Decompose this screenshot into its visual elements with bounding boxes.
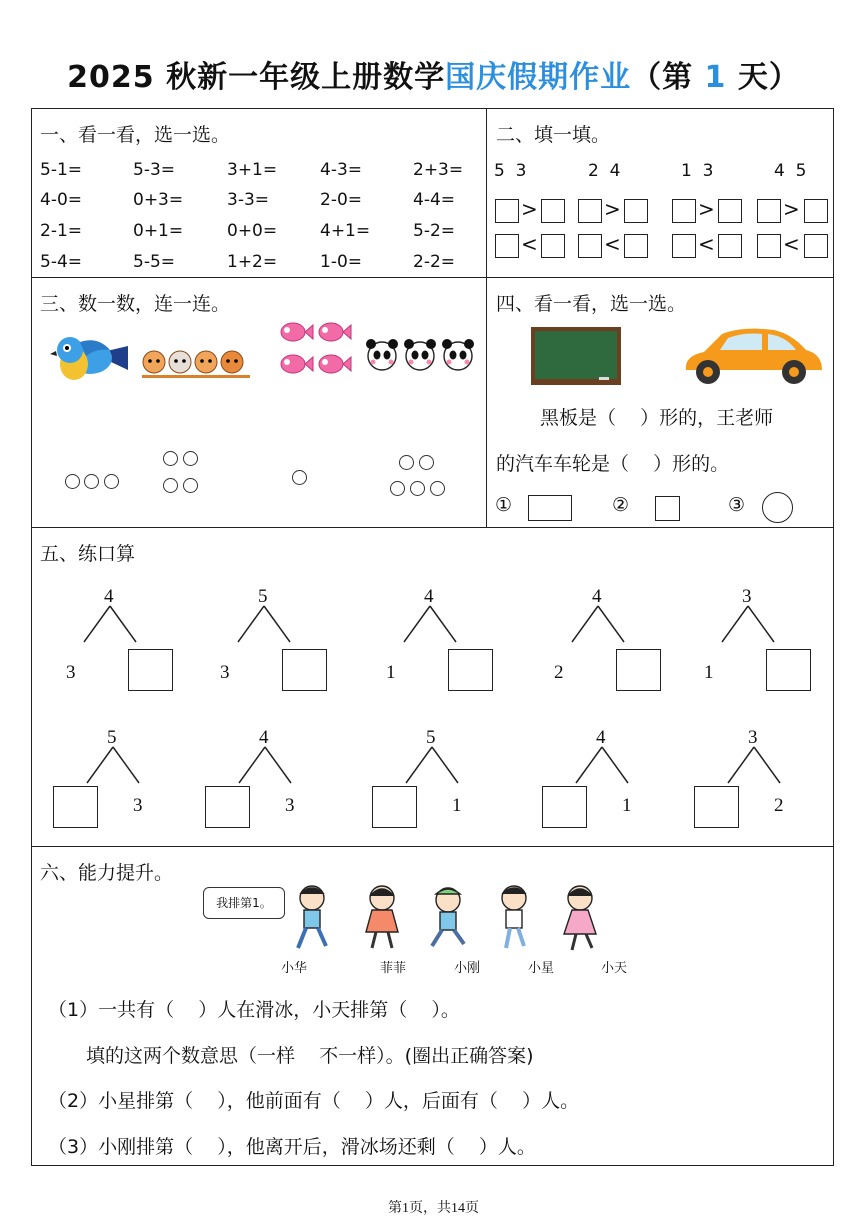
answer-box[interactable] xyxy=(804,199,828,223)
less-sign: < xyxy=(604,232,621,256)
bond-total: 4 xyxy=(104,586,114,607)
answer-box[interactable] xyxy=(542,786,587,828)
answer-box[interactable] xyxy=(694,786,739,828)
title-part2: 国庆假期作业 xyxy=(445,60,632,95)
equation: 1+2= xyxy=(227,252,278,272)
equation: 2+3= xyxy=(413,160,464,180)
equation: 1-0= xyxy=(320,252,363,272)
circle-icon xyxy=(419,455,434,470)
bond-total: 3 xyxy=(742,586,752,607)
bond-total: 4 xyxy=(424,586,434,607)
answer-box[interactable] xyxy=(541,234,565,258)
bond-total: 5 xyxy=(426,727,436,748)
question-1b: 填的这两个数意思（一样 不一样）。(圈出正确答案) xyxy=(86,1045,534,1067)
title-part1: 2025 秋新一年级上册数学 xyxy=(67,60,446,95)
pink-fish-icon xyxy=(275,318,353,382)
answer-box[interactable] xyxy=(624,234,648,258)
bond-part: 1 xyxy=(386,662,396,683)
bond-part: 1 xyxy=(704,662,714,683)
bond-part: 1 xyxy=(452,795,462,816)
answer-box[interactable] xyxy=(53,786,98,828)
answer-box[interactable] xyxy=(205,786,250,828)
circle-icon xyxy=(163,478,178,493)
answer-box[interactable] xyxy=(282,649,327,691)
kid-name: 菲菲 xyxy=(380,961,407,976)
bond-part: 3 xyxy=(220,662,230,683)
equation: 3-3= xyxy=(227,190,270,210)
circle-shape-option[interactable] xyxy=(762,492,793,523)
equation: 5-4= xyxy=(40,252,83,272)
circle-icon xyxy=(163,451,178,466)
answer-box[interactable] xyxy=(541,199,565,223)
bond-part: 2 xyxy=(774,795,784,816)
car-icon xyxy=(682,326,824,388)
equation: 4-3= xyxy=(320,160,363,180)
blackboard-icon xyxy=(531,327,621,385)
question-1: （1）一共有（ ）人在滑冰，小天排第（ ）。 xyxy=(48,999,460,1021)
less-sign: < xyxy=(783,232,800,256)
equation: 4+1= xyxy=(320,221,371,241)
question-3: （3）小刚排第（ ），他离开后，滑冰场还剩（ ）人。 xyxy=(48,1136,536,1158)
circle-icon xyxy=(390,481,405,496)
circle-icon xyxy=(399,455,414,470)
section4-title: 四、看一看，选一选。 xyxy=(496,293,687,315)
kid-name: 小星 xyxy=(528,961,555,976)
equation: 5-5= xyxy=(133,252,176,272)
section5-title: 五、练口算 xyxy=(40,543,136,565)
title-day: 1 xyxy=(704,60,727,95)
bond-total: 4 xyxy=(592,586,602,607)
number-pair: 1 3 xyxy=(681,161,714,181)
number-pair: 5 3 xyxy=(494,161,527,181)
bond-part: 1 xyxy=(622,795,632,816)
section1-title: 一、看一看，选一选。 xyxy=(40,124,231,146)
equation: 0+0= xyxy=(227,221,278,241)
section3-title: 三、数一数，连一连。 xyxy=(40,293,231,315)
bond-total: 4 xyxy=(596,727,606,748)
section6-title: 六、能力提升。 xyxy=(40,862,174,884)
answer-box[interactable] xyxy=(448,649,493,691)
option-label: ③ xyxy=(728,494,746,516)
answer-box[interactable] xyxy=(757,199,781,223)
bond-total: 4 xyxy=(259,727,269,748)
answer-box[interactable] xyxy=(624,199,648,223)
bond-part: 3 xyxy=(66,662,76,683)
title-part3: （第 xyxy=(631,60,705,95)
circle-icon xyxy=(292,470,307,485)
circle-icon xyxy=(430,481,445,496)
less-sign: < xyxy=(521,232,538,256)
greater-sign: > xyxy=(521,197,538,221)
equation: 2-1= xyxy=(40,221,83,241)
speech-bubble: 我排第1。 xyxy=(203,887,285,919)
answer-box[interactable] xyxy=(578,199,602,223)
greater-sign: > xyxy=(604,197,621,221)
answer-box[interactable] xyxy=(804,234,828,258)
panda-icon xyxy=(366,338,484,374)
answer-box[interactable] xyxy=(495,199,519,223)
kid-name: 小天 xyxy=(601,961,628,976)
answer-box[interactable] xyxy=(672,234,696,258)
kid-name: 小刚 xyxy=(454,961,481,976)
answer-box[interactable] xyxy=(718,234,742,258)
section2-title: 二、填一填。 xyxy=(496,124,611,146)
skating-kids-illustration xyxy=(282,882,642,960)
rectangle-shape-option[interactable] xyxy=(528,495,572,521)
equation: 5-2= xyxy=(413,221,456,241)
answer-box[interactable] xyxy=(128,649,173,691)
bond-total: 3 xyxy=(748,727,758,748)
divider-3 xyxy=(31,846,834,847)
bond-total: 5 xyxy=(107,727,117,748)
answer-box[interactable] xyxy=(672,199,696,223)
equation: 3+1= xyxy=(227,160,278,180)
equation: 0+1= xyxy=(133,221,184,241)
divider-1 xyxy=(31,277,834,278)
number-pair: 4 5 xyxy=(774,161,807,181)
answer-box[interactable] xyxy=(766,649,811,691)
equation: 4-4= xyxy=(413,190,456,210)
circle-icon xyxy=(410,481,425,496)
bond-total: 5 xyxy=(258,586,268,607)
answer-box[interactable] xyxy=(372,786,417,828)
page-title xyxy=(0,52,867,96)
equation: 2-0= xyxy=(320,190,363,210)
page-footer: 第1页，共14页 xyxy=(388,1201,479,1216)
question-line-2: 的汽车车轮是（ ）形的。 xyxy=(496,453,730,475)
kid-name: 小华 xyxy=(281,961,308,976)
question-2: （2）小星排第（ ），他前面有（ ）人，后面有（ ）人。 xyxy=(48,1090,580,1112)
animal-faces-icon xyxy=(140,342,252,380)
equation: 0+3= xyxy=(133,190,184,210)
equation: 5-3= xyxy=(133,160,176,180)
circle-icon xyxy=(183,478,198,493)
option-label: ② xyxy=(612,494,630,516)
equation: 5-1= xyxy=(40,160,83,180)
bond-part: 2 xyxy=(554,662,564,683)
greater-sign: > xyxy=(783,197,800,221)
greater-sign: > xyxy=(698,197,715,221)
less-sign: < xyxy=(698,232,715,256)
bond-part: 3 xyxy=(285,795,295,816)
circle-icon xyxy=(104,474,119,489)
number-pair: 2 4 xyxy=(588,161,621,181)
title-part4: 天） xyxy=(726,60,800,95)
circle-icon xyxy=(65,474,80,489)
option-label: ① xyxy=(495,494,513,516)
equation: 2-2= xyxy=(413,252,456,272)
answer-box[interactable] xyxy=(495,234,519,258)
bond-part: 3 xyxy=(133,795,143,816)
answer-box[interactable] xyxy=(718,199,742,223)
question-line-1: 黑板是（ ）形的，王老师 xyxy=(540,407,774,429)
divider-2 xyxy=(31,527,834,528)
circle-icon xyxy=(84,474,99,489)
answer-box[interactable] xyxy=(757,234,781,258)
answer-box[interactable] xyxy=(578,234,602,258)
circle-icon xyxy=(183,451,198,466)
equation: 4-0= xyxy=(40,190,83,210)
square-shape-option[interactable] xyxy=(655,496,680,521)
bird-icon xyxy=(50,334,130,386)
divider-vertical xyxy=(486,108,487,528)
answer-box[interactable] xyxy=(616,649,661,691)
